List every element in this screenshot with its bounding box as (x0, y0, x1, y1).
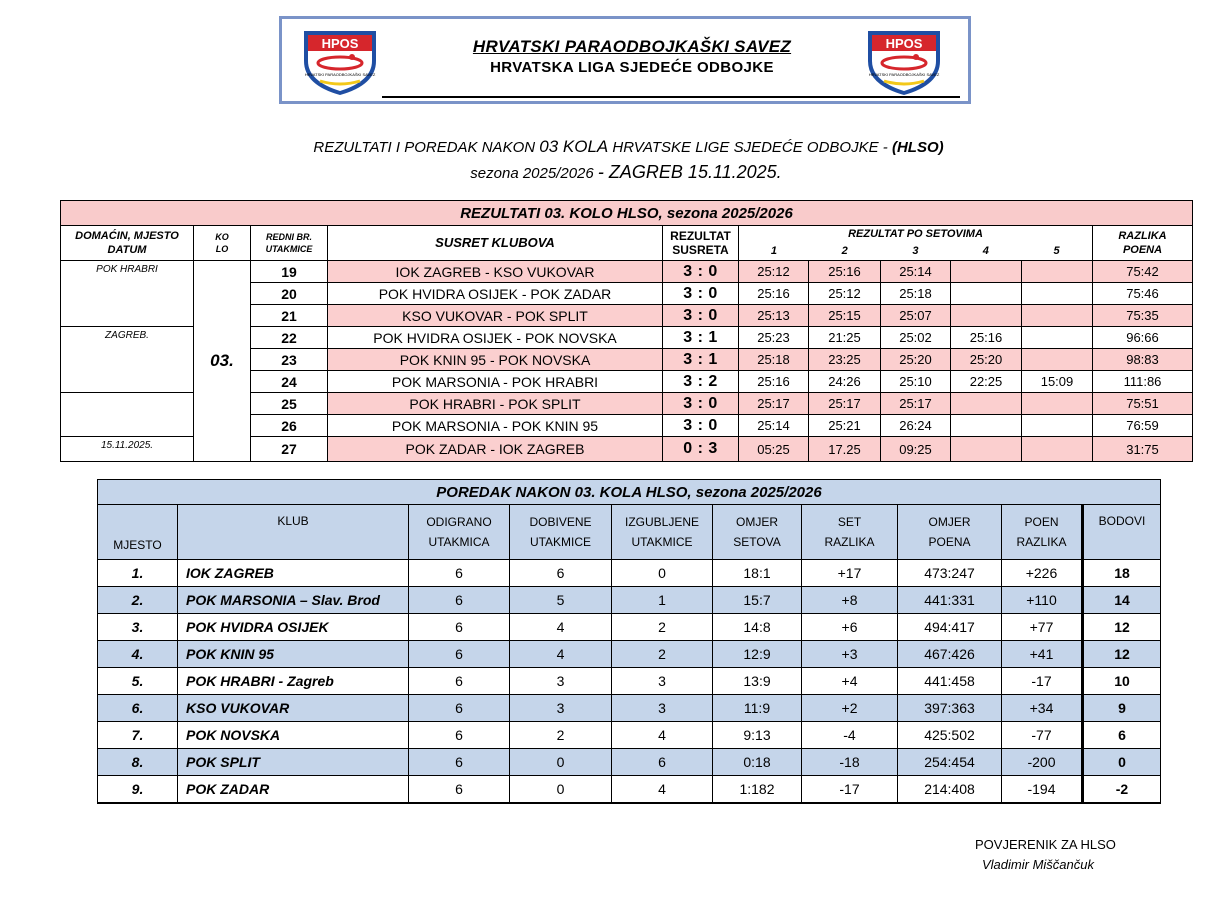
standings-won: 2 (510, 722, 612, 749)
standings-won: 0 (510, 776, 612, 804)
standings-pts: 18 (1083, 560, 1161, 587)
point-diff: 75:42 (1093, 261, 1193, 283)
standings-pts: 0 (1083, 749, 1161, 776)
match-number: 19 (251, 261, 328, 283)
standings-played: 6 (409, 695, 510, 722)
signature-name: Vladimir Miščančuk (982, 857, 1094, 872)
standings-setdiff: -4 (802, 722, 898, 749)
set-number: 4 (982, 245, 989, 257)
standings-pdiff: +226 (1002, 560, 1083, 587)
standings-pts: 9 (1083, 695, 1161, 722)
standings-lost: 0 (612, 560, 713, 587)
standings-points: 425:502 (898, 722, 1002, 749)
standings-won: 3 (510, 695, 612, 722)
standings-points: 254:454 (898, 749, 1002, 776)
set-score: 25:14 (881, 261, 951, 283)
logo-text: HPOS (885, 36, 923, 51)
standings-club: POK KNIN 95 (178, 641, 409, 668)
standings-pdiff: -194 (1002, 776, 1083, 804)
headline-abbr: (HLSO) (891, 139, 944, 156)
standings-sets: 13:9 (713, 668, 802, 695)
set-score: 23:25 (809, 349, 881, 371)
standings-pdiff: -17 (1002, 668, 1083, 695)
host-cell: POK HRABRI (61, 261, 194, 327)
header-club (178, 505, 409, 560)
header-match: SUSRET KLUBOVA (328, 226, 663, 261)
header-setdiff-line1: SET (837, 515, 862, 529)
header-kolo: KO LO (194, 226, 251, 261)
standings-club: POK HVIDRA OSIJEK (178, 614, 409, 641)
match-name: POK MARSONIA - POK HRABRI (328, 371, 663, 393)
set-score: 25:16 (951, 327, 1022, 349)
set-score: 22:25 (951, 371, 1022, 393)
set-score (1022, 393, 1093, 415)
standings-pdiff: -200 (1002, 749, 1083, 776)
match-number: 22 (251, 327, 328, 349)
set-score (1022, 327, 1093, 349)
set-score (951, 283, 1022, 305)
standings-points: 494:417 (898, 614, 1002, 641)
header-played-line2: UTAKMICA (428, 535, 490, 549)
set-score: 21:25 (809, 327, 881, 349)
result-row (61, 261, 1193, 283)
set-score: 26:24 (881, 415, 951, 437)
header-lost-line1: IZGUBLJENE (624, 515, 699, 529)
header-pos-label: MJESTO (113, 538, 162, 552)
set-score: 25:10 (881, 371, 951, 393)
header-won (510, 505, 612, 560)
set-score (951, 393, 1022, 415)
standings-row (98, 776, 1161, 804)
header-pdiff-line2: RAZLIKA (1016, 535, 1067, 549)
header-won-line1: DOBIVENE (529, 515, 592, 529)
header-points (898, 505, 1002, 560)
standings-played: 6 (409, 776, 510, 804)
standings-pos: 4. (98, 641, 178, 668)
standings-pts: 12 (1083, 614, 1161, 641)
standings-lost: 3 (612, 668, 713, 695)
logo-small-text: HRVATSKI PARAODBOJKAŠKI SAVEZ (304, 72, 376, 77)
standings-sets: 9:13 (713, 722, 802, 749)
standings-sets: 18:1 (713, 560, 802, 587)
set-score: 25:21 (809, 415, 881, 437)
standings-won: 5 (510, 587, 612, 614)
standings-points: 441:331 (898, 587, 1002, 614)
set-number: 3 (912, 245, 919, 257)
standings-won: 0 (510, 749, 612, 776)
set-score: 25:18 (739, 349, 809, 371)
set-score: 25:17 (739, 393, 809, 415)
set-score: 25:16 (809, 261, 881, 283)
header-pdiff-line1: POEN (1024, 515, 1059, 529)
standings-setdiff: +17 (802, 560, 898, 587)
standings-played: 6 (409, 560, 510, 587)
match-name: IOK ZAGREB - KSO VUKOVAR (328, 261, 663, 283)
match-number: 27 (251, 437, 328, 462)
match-score: 3 : 0 (663, 283, 739, 305)
header-sets (739, 226, 1093, 261)
hpos-logo-right (862, 27, 946, 97)
standings-won: 6 (510, 560, 612, 587)
host-cell: ZAGREB. (61, 327, 194, 393)
standings-played: 6 (409, 587, 510, 614)
header-setdiff (802, 505, 898, 560)
set-score: 25:23 (739, 327, 809, 349)
standings-lost: 1 (612, 587, 713, 614)
point-diff: 75:51 (1093, 393, 1193, 415)
standings-pdiff: -77 (1002, 722, 1083, 749)
match-name: POK KNIN 95 - POK NOVSKA (328, 349, 663, 371)
set-score: 25:07 (881, 305, 951, 327)
set-score: 25:02 (881, 327, 951, 349)
match-number: 25 (251, 393, 328, 415)
standings-points: 441:458 (898, 668, 1002, 695)
standings-club: POK ZADAR (178, 776, 409, 804)
standings-pts: 10 (1083, 668, 1161, 695)
set-number: 1 (770, 245, 777, 257)
standings-sets: 12:9 (713, 641, 802, 668)
standings-played: 6 (409, 749, 510, 776)
match-name: POK ZADAR - IOK ZAGREB (328, 437, 663, 462)
standings-club: POK MARSONIA – Slav. Brod (178, 587, 409, 614)
match-score: 3 : 1 (663, 327, 739, 349)
logo-text: HPOS (321, 36, 359, 51)
set-score: 05:25 (739, 437, 809, 462)
set-score (951, 437, 1022, 462)
standings-pos: 3. (98, 614, 178, 641)
header-sets-line2: SETOVA (733, 535, 781, 549)
header-diff: RAZLIKA POENA (1093, 226, 1193, 261)
point-diff: 96:66 (1093, 327, 1193, 349)
results-title: REZULTATI 03. KOLO HLSO, sezona 2025/2026 (61, 201, 1193, 226)
standings-pos: 5. (98, 668, 178, 695)
header-club-label: KLUB (277, 514, 309, 528)
match-name: POK HRABRI - POK SPLIT (328, 393, 663, 415)
standings-club: KSO VUKOVAR (178, 695, 409, 722)
standings-setdiff: +6 (802, 614, 898, 641)
headline-part2: HRVATSKE LIGE SJEDEĆE ODBOJKE - (608, 139, 892, 156)
hpos-logo-left (298, 27, 382, 97)
standings-pos: 1. (98, 560, 178, 587)
header-sets (713, 505, 802, 560)
standings-points: 467:426 (898, 641, 1002, 668)
standings-club: POK HRABRI - Zagreb (178, 668, 409, 695)
hpos-shield-icon (298, 27, 382, 97)
league-subtitle: HRVATSKA LIGA SJEDEĆE ODBOJKE (490, 59, 774, 76)
point-diff: 111:86 (1093, 371, 1193, 393)
set-score: 17.25 (809, 437, 881, 462)
header-result: REZULTAT SUSRETA (663, 226, 739, 261)
standings-lost: 2 (612, 641, 713, 668)
match-number: 20 (251, 283, 328, 305)
standings-won: 4 (510, 614, 612, 641)
set-score (951, 415, 1022, 437)
standings-setdiff: -17 (802, 776, 898, 804)
standings-lost: 3 (612, 695, 713, 722)
match-name: POK HVIDRA OSIJEK - POK NOVSKA (328, 327, 663, 349)
standings-pos: 9. (98, 776, 178, 804)
set-number: 2 (841, 245, 848, 257)
header-points-line2: POENA (928, 535, 971, 549)
header-redni: REDNI BR. UTAKMICE (251, 226, 328, 261)
header-pos (98, 505, 178, 560)
set-score: 25:12 (739, 261, 809, 283)
match-score: 3 : 0 (663, 415, 739, 437)
header-points-line1: OMJER (928, 515, 971, 529)
standings-lost: 2 (612, 614, 713, 641)
standings-row (98, 641, 1161, 668)
header-sets-label: REZULTAT PO SETOVIMA (848, 228, 983, 240)
match-name: POK HVIDRA OSIJEK - POK ZADAR (328, 283, 663, 305)
match-score: 3 : 1 (663, 349, 739, 371)
standings-pos: 7. (98, 722, 178, 749)
match-score: 3 : 0 (663, 305, 739, 327)
standings-points: 214:408 (898, 776, 1002, 804)
standings-sets: 1:182 (713, 776, 802, 804)
standings-pos: 8. (98, 749, 178, 776)
standings-played: 6 (409, 722, 510, 749)
header-lost-line2: UTAKMICE (631, 535, 693, 549)
match-score: 0 : 3 (663, 437, 739, 462)
header-lost (612, 505, 713, 560)
set-score: 25:14 (739, 415, 809, 437)
standings-club: POK NOVSKA (178, 722, 409, 749)
header-won-line2: UTAKMICE (529, 535, 592, 549)
standings-setdiff: +3 (802, 641, 898, 668)
standings-pdiff: +77 (1002, 614, 1083, 641)
standings-row (98, 722, 1161, 749)
match-score: 3 : 0 (663, 393, 739, 415)
set-score (1022, 437, 1093, 462)
headline-season: sezona 2025/2026 (470, 165, 598, 182)
kolo-cell: 03. (194, 261, 251, 462)
results-headline (0, 137, 1227, 157)
standings-pts: 6 (1083, 722, 1161, 749)
header-setdiff-line2: RAZLIKA (824, 535, 875, 549)
match-name: POK MARSONIA - POK KNIN 95 (328, 415, 663, 437)
set-score (1022, 305, 1093, 327)
match-number: 23 (251, 349, 328, 371)
match-number: 26 (251, 415, 328, 437)
standings-lost: 4 (612, 776, 713, 804)
standings-points: 397:363 (898, 695, 1002, 722)
set-score: 25:13 (739, 305, 809, 327)
standings-row (98, 695, 1161, 722)
set-number: 5 (1053, 245, 1060, 257)
set-score (1022, 415, 1093, 437)
standings-lost: 6 (612, 749, 713, 776)
standings-pdiff: +34 (1002, 695, 1083, 722)
standings-played: 6 (409, 668, 510, 695)
standings-row (98, 668, 1161, 695)
standings-pos: 2. (98, 587, 178, 614)
standings-club: IOK ZAGREB (178, 560, 409, 587)
standings-pos: 6. (98, 695, 178, 722)
standings-sets: 0:18 (713, 749, 802, 776)
set-score: 25:16 (739, 283, 809, 305)
point-diff: 98:83 (1093, 349, 1193, 371)
hpos-shield-icon (862, 27, 946, 97)
match-number: 21 (251, 305, 328, 327)
set-score: 25:17 (809, 393, 881, 415)
header-pts-label: BODOVI (1098, 514, 1146, 528)
standings-title: POREDAK NAKON 03. KOLA HLSO, sezona 2025/2026 (98, 480, 1161, 505)
standings-row (98, 560, 1161, 587)
set-score: 15:09 (1022, 371, 1093, 393)
set-score: 25:20 (881, 349, 951, 371)
point-diff: 75:46 (1093, 283, 1193, 305)
standings-played: 6 (409, 614, 510, 641)
standings-sets: 15:7 (713, 587, 802, 614)
host-cell (61, 393, 194, 437)
standings-club: POK SPLIT (178, 749, 409, 776)
federation-title: HRVATSKI PARAODBOJKAŠKI SAVEZ (472, 37, 792, 56)
header-played (409, 505, 510, 560)
standings-pts: 12 (1083, 641, 1161, 668)
header-host: DOMAĆIN, MJESTO DATUM (61, 226, 194, 261)
standings-pdiff: +110 (1002, 587, 1083, 614)
set-score: 24:26 (809, 371, 881, 393)
point-diff: 31:75 (1093, 437, 1193, 462)
header-pts (1083, 505, 1161, 560)
standings-setdiff: +8 (802, 587, 898, 614)
standings-setdiff: +2 (802, 695, 898, 722)
season-headline (0, 162, 1227, 183)
set-score: 25:16 (739, 371, 809, 393)
set-score (951, 305, 1022, 327)
header-sets-line1: OMJER (736, 515, 778, 529)
standings-played: 6 (409, 641, 510, 668)
standings-pts: 14 (1083, 587, 1161, 614)
header-banner (279, 16, 971, 104)
standings-won: 4 (510, 641, 612, 668)
match-score: 3 : 2 (663, 371, 739, 393)
standings-pdiff: +41 (1002, 641, 1083, 668)
standings-sets: 11:9 (713, 695, 802, 722)
headline-kolo: 03 KOLA (539, 137, 609, 156)
set-score (1022, 283, 1093, 305)
standings-points: 473:247 (898, 560, 1002, 587)
set-score: 25:17 (881, 393, 951, 415)
standings-lost: 4 (612, 722, 713, 749)
standings-setdiff: -18 (802, 749, 898, 776)
headline-part1: REZULTATI I POREDAK NAKON (313, 139, 540, 156)
set-number-row (739, 243, 1092, 260)
set-score (1022, 261, 1093, 283)
point-diff: 75:35 (1093, 305, 1193, 327)
header-played-line1: ODIGRANO (426, 515, 492, 529)
set-score: 25:18 (881, 283, 951, 305)
signature-role: POVJERENIK ZA HLSO (975, 837, 1116, 852)
set-score (951, 261, 1022, 283)
standings-won: 3 (510, 668, 612, 695)
logo-small-text: HRVATSKI PARAODBOJKAŠKI SAVEZ (868, 72, 940, 77)
standings-row (98, 587, 1161, 614)
match-score: 3 : 0 (663, 261, 739, 283)
set-score (1022, 349, 1093, 371)
match-number: 24 (251, 371, 328, 393)
results-table (60, 200, 1193, 462)
point-diff: 76:59 (1093, 415, 1193, 437)
header-pdiff (1002, 505, 1083, 560)
standings-pts: -2 (1083, 776, 1161, 804)
headline-place-date: - ZAGREB 15.11.2025. (597, 162, 782, 182)
standings-table (97, 479, 1161, 804)
standings-setdiff: +4 (802, 668, 898, 695)
standings-row (98, 614, 1161, 641)
host-cell: 15.11.2025. (61, 437, 194, 462)
standings-sets: 14:8 (713, 614, 802, 641)
set-score: 09:25 (881, 437, 951, 462)
match-name: KSO VUKOVAR - POK SPLIT (328, 305, 663, 327)
set-score: 25:20 (951, 349, 1022, 371)
set-score: 25:12 (809, 283, 881, 305)
set-score: 25:15 (809, 305, 881, 327)
standings-row (98, 749, 1161, 776)
